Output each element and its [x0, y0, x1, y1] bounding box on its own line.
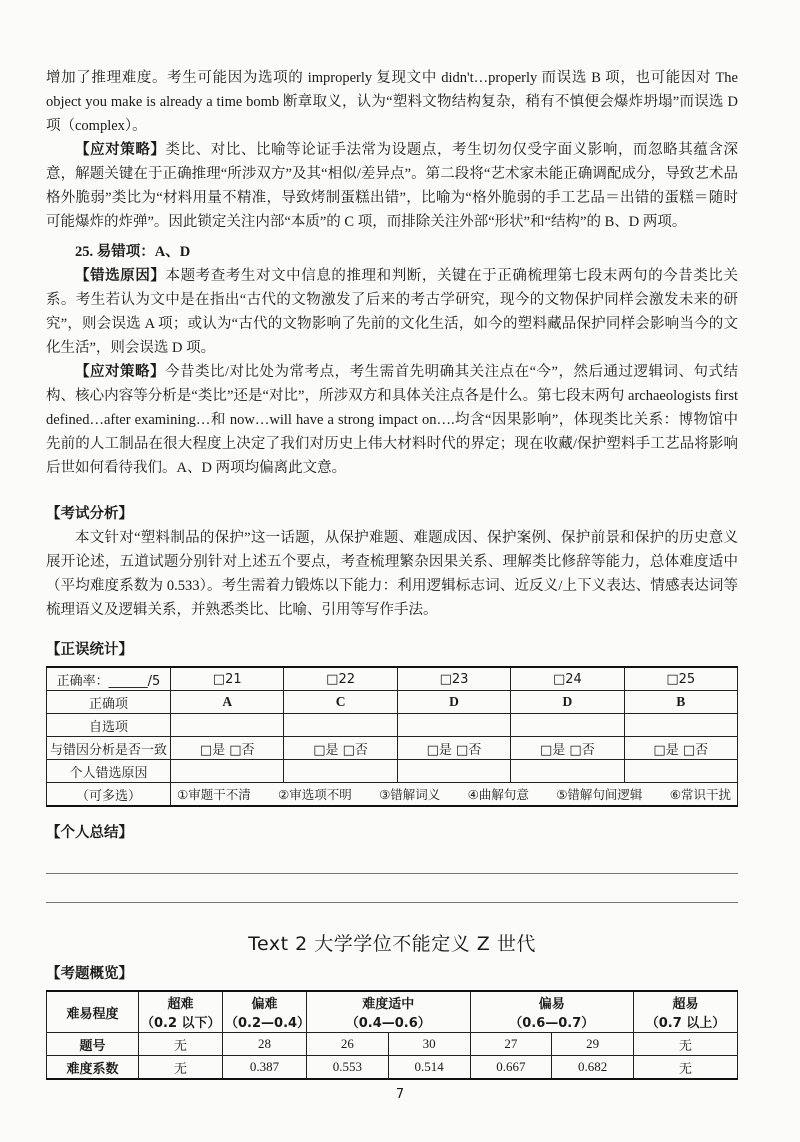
row-label-match: 与错因分析是否一致: [47, 737, 171, 760]
stats-row-match: [47, 737, 738, 760]
question-number: 26: [307, 1033, 389, 1056]
level-range: （0.2 以下）: [141, 1016, 221, 1031]
reason-cell-25[interactable]: [624, 760, 737, 783]
level-name: 超难: [167, 997, 194, 1012]
reason-cell-22[interactable]: [284, 760, 397, 783]
question-number: 无: [634, 1033, 738, 1056]
overview-row-coefs: [47, 1056, 738, 1080]
level-name: 偏难: [251, 997, 278, 1012]
match-checkbox-23[interactable]: □是 □否: [397, 737, 510, 760]
overview-table: [46, 990, 738, 1080]
level-easy: [470, 991, 634, 1033]
level-name: 超易: [672, 997, 699, 1012]
chosen-cell-21[interactable]: [171, 714, 284, 737]
level-medium: [307, 991, 471, 1033]
question-number: 28: [223, 1033, 307, 1056]
chosen-cell-23[interactable]: [397, 714, 510, 737]
level-range: （0.6—0.7）: [509, 1016, 595, 1031]
level-name: 难度适中: [362, 997, 415, 1012]
page-number: 7: [395, 1087, 405, 1102]
level-range: （0.2—0.4）: [225, 1016, 311, 1031]
overview-row-numbers: [47, 1033, 738, 1056]
overview-heading: 【考题概览】: [46, 966, 133, 982]
chosen-cell-25[interactable]: [624, 714, 737, 737]
level-super-hard: [139, 991, 223, 1033]
intro-paragraph: 增加了推理难度。考生可能因为选项的 improperly 复现文中 didn't…properly 而误选 B 项，也可能因对 The object you make is already a time bomb 断章取义，认为“塑料文物结构复杂，稍有不慎便会爆炸坍塌”而误选 D 项（complex）。: [46, 70, 738, 134]
correct-answer-25: B: [624, 691, 737, 714]
level-hard: [223, 991, 311, 1033]
stats-row-reason-options: [47, 783, 738, 807]
chosen-cell-22[interactable]: [284, 714, 397, 737]
reason-option-5[interactable]: ⑤错解句间逻辑: [556, 787, 643, 802]
correct-answer-21: A: [171, 691, 284, 714]
row-label-number: 题号: [47, 1033, 139, 1056]
level-name: 偏易: [538, 997, 565, 1012]
q25-heading: 25. 易错项：A、D: [75, 244, 191, 260]
question-checkbox-22[interactable]: □22: [284, 667, 397, 691]
row-label-level: 难易程度: [47, 991, 139, 1033]
match-checkbox-24[interactable]: □是 □否: [511, 737, 624, 760]
level-range: （0.4—0.6）: [345, 1016, 431, 1031]
reason-cell-23[interactable]: [397, 760, 510, 783]
match-checkbox-21[interactable]: □是 □否: [171, 737, 284, 760]
question-checkbox-24[interactable]: □24: [511, 667, 624, 691]
q25-strategy-paragraph: [46, 360, 738, 480]
match-checkbox-25[interactable]: □是 □否: [624, 737, 737, 760]
question-number: 30: [388, 1033, 470, 1056]
question-number: 27: [470, 1033, 552, 1056]
q25-strategy-text: 今昔类比/对比处为常考点，考生需首先明确其关注点在“今”，然后通过逻辑词、句式结构、核心内容等分析是“类比”还是“对比”，所涉双方和具体关注点各是什么。第七段末两句 archaeologists first defined…after examining…和 now…will have a strong impact on….均含“因果影响”，体现类比关系：博物馆中先前的人工制品在很大程度上决定了我们对历史上伟大材料时代的界定；现在收藏/保护塑料手工艺品将影响后世如何看待我们。A、D 两项均偏离此文意。: [46, 364, 738, 476]
question-number: 无: [139, 1033, 223, 1056]
match-checkbox-22[interactable]: □是 □否: [284, 737, 397, 760]
stats-row-correct: [47, 691, 738, 714]
difficulty-coef: 0.387: [223, 1056, 307, 1080]
question-checkbox-25[interactable]: □25: [624, 667, 737, 691]
q24-strategy-text: 类比、对比、比喻等论证手法常为设题点，考生切勿仅受字面义影响，而忽略其蕴含深意，解题关键在于正确推理“所涉双方”及其“相似/差异点”。第二段将“艺术家未能正确调配成分，导致艺术品格外脆弱”类比为“材料用量不精准，导致烤制蛋糕出错”，比喻为“格外脆弱的手工艺品＝出错的蛋糕＝随时可能爆炸的炸弹”。因此锁定关注内部“本质”的 C 项，而排除关注外部“形状”和“结构”的 B、D 两项。: [46, 142, 739, 230]
question-number: 29: [552, 1033, 634, 1056]
difficulty-coef: 无: [139, 1056, 223, 1080]
correct-answer-23: D: [397, 691, 510, 714]
stats-row-questions: [47, 667, 738, 691]
accuracy-label[interactable]: 正确率：______/5: [47, 667, 171, 691]
q25-strategy-label: 【应对策略】: [75, 364, 166, 380]
question-checkbox-23[interactable]: □23: [397, 667, 510, 691]
stats-table: [46, 666, 738, 807]
summary-line-1[interactable]: [46, 845, 738, 874]
exam-analysis-paragraph: 本文针对“塑料制品的保护”这一话题，从保护难题、难题成因、保护案例、保护前景和保护的历史意义展开论述，五道试题分别针对上述五个要点，考查梳理繁杂因果关系、理解类比修辞等能力，总体难度适中（平均难度系数为 0.533）。考生需着力锻炼以下能力：利用逻辑标志词、近反义/上下义表达、情感表达词等梳理语义及逻辑关系，并熟悉类比、比喻、引用等写作手法。: [46, 530, 738, 618]
q25-reason-label: 【错选原因】: [75, 268, 166, 284]
correct-answer-22: C: [284, 691, 397, 714]
chosen-cell-24[interactable]: [511, 714, 624, 737]
difficulty-coef: 0.667: [470, 1056, 552, 1080]
row-label-reason-sub: （可多选）: [47, 783, 171, 807]
q24-strategy-paragraph: [46, 138, 738, 234]
difficulty-coef: 0.553: [307, 1056, 389, 1080]
overview-row-level: [47, 991, 738, 1033]
reason-option-4[interactable]: ④曲解句意: [467, 787, 529, 802]
summary-line-2[interactable]: [46, 874, 738, 903]
stats-row-reason-top: [47, 760, 738, 783]
reason-option-6[interactable]: ⑥常识干扰: [669, 787, 731, 802]
question-checkbox-21[interactable]: □21: [171, 667, 284, 691]
reason-options: [171, 783, 738, 807]
row-label-chosen: 自选项: [47, 714, 171, 737]
row-label-correct: 正确项: [47, 691, 171, 714]
correct-answer-24: D: [511, 691, 624, 714]
difficulty-coef: 0.682: [552, 1056, 634, 1080]
row-label-coef: 难度系数: [47, 1056, 139, 1080]
q25-reason-text: 本题考查考生对文中信息的推理和判断，关键在于正确梳理第七段末两句的今昔类比关系。考生若认为文中是在指出“古代的文物激发了后来的考古学研究，现今的文物保护同样会激发未来的研究”，则会误选 A 项；或认为“古代的文物影响了先前的文化生活，如今的塑料藏品保护同样会影响当今的文化生活”，则会误选 D 项。: [46, 268, 739, 356]
summary-heading: 【个人总结】: [46, 825, 133, 841]
exam-analysis-heading: 【考试分析】: [46, 506, 133, 522]
stats-row-chosen: [47, 714, 738, 737]
page-content: [46, 66, 738, 1080]
reason-cell-21[interactable]: [171, 760, 284, 783]
row-label-reason: 个人错选原因: [47, 760, 171, 783]
text2-title: Text 2 大学学位不能定义 Z 世代: [248, 933, 536, 955]
difficulty-coef: 无: [634, 1056, 738, 1080]
q25-reason-paragraph: [46, 264, 738, 360]
reason-option-2[interactable]: ②审选项不明: [278, 787, 352, 802]
difficulty-coef: 0.514: [388, 1056, 470, 1080]
stats-heading: 【正误统计】: [46, 642, 133, 658]
q24-strategy-label: 【应对策略】: [75, 142, 166, 158]
reason-option-1[interactable]: ①审题干不清: [177, 787, 251, 802]
level-range: （0.7 以上）: [645, 1016, 726, 1031]
level-super-easy: [634, 991, 738, 1033]
reason-cell-24[interactable]: [511, 760, 624, 783]
reason-option-3[interactable]: ③错解词义: [379, 787, 441, 802]
